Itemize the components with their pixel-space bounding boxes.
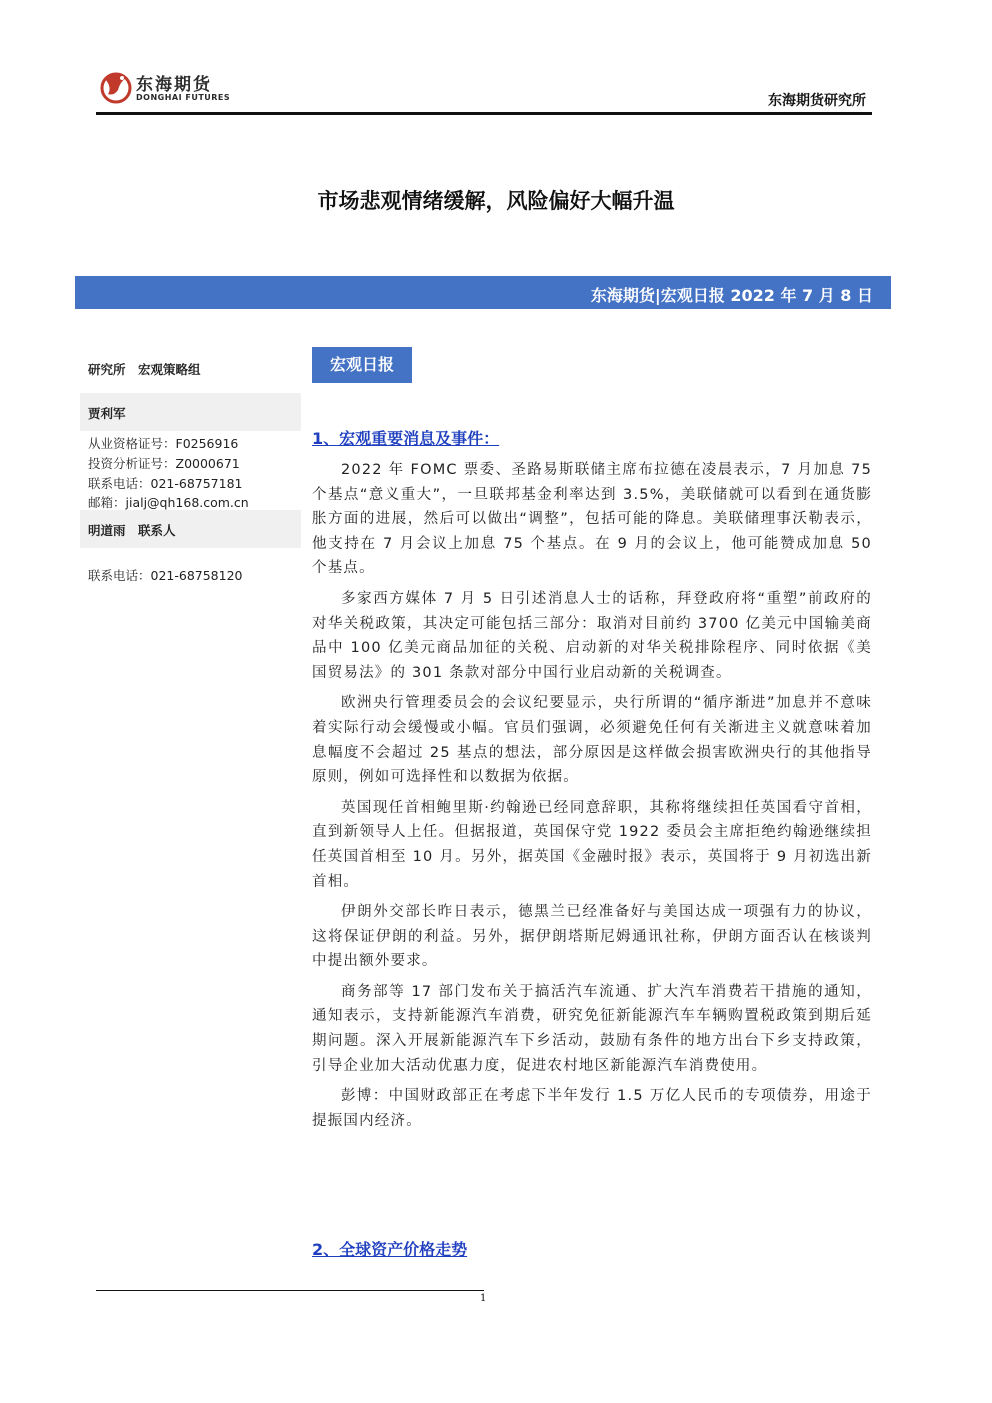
news-paragraph: 欧洲央行管理委员会的会议纪要显示，央行所谓的“循序渐进”加息并不意味着实际行动会缓慢或小幅。官员们强调，必须避免任何有关渐进主义就意味着加息幅度不会超过 25 基点的想法，部分原因是这样做会损害欧洲央行的其他指导原则，例如可选择性和以数据为依据。	[312, 695, 872, 786]
research-group-label: 研究所 宏观策略组	[88, 362, 201, 377]
report-title: 市场悲观情绪缓解，风险偏好大幅升温	[317, 189, 675, 213]
sidebar-group-block	[80, 346, 301, 386]
logo-chinese-text: 东海期货	[136, 75, 212, 95]
analyst-email[interactable]: 邮箱：jialj@qh168.com.cn	[88, 495, 249, 510]
contact-name: 明道雨 联系人	[88, 523, 176, 538]
analyst-name-block	[80, 393, 301, 431]
page-header	[96, 60, 872, 116]
analyst-license: 从业资格证号：F0256916	[88, 436, 239, 451]
news-paragraph: 多家西方媒体 7 月 5 日引述消息人士的话称，拜登政府将“重塑”前政府的对华关税政策，其决定可能包括三部分：取消对目前约 3700 亿美元中国输美商品中 100 亿美元商品加征的关税、启动新的对华关税排除程序、同时依据《美国贸易法》的 301 条款对部分中国行业启动新的关税调查。	[312, 590, 872, 681]
banner-text: 东海期货|宏观日报 2022 年 7 月 8 日	[590, 286, 873, 305]
contact-phone: 联系电话：021-68758120	[88, 568, 243, 583]
section-tag: 宏观日报	[312, 347, 412, 383]
news-paragraph: 彭博：中国财政部正在考虑下半年发行 1.5 万亿人民币的专项债券，用途于提振国内经济。	[312, 1088, 872, 1129]
contact-name-block	[80, 510, 301, 548]
company-logo	[96, 66, 236, 110]
logo-english-text: DONGHAI FUTURES	[136, 93, 231, 102]
section-heading-2: 2、全球资产价格走势	[312, 1240, 468, 1259]
institute-name: 东海期货研究所	[768, 93, 866, 109]
page-number: 1	[480, 1293, 487, 1304]
section-heading-1: 1、宏观重要消息及事件：	[312, 429, 500, 448]
donghai-logo-icon	[96, 66, 136, 106]
report-banner	[75, 276, 891, 309]
news-paragraph: 2022 年 FOMC 票委、圣路易斯联储主席布拉德在凌晨表示，7 月加息 75 个基点“意义重大”，一旦联邦基金利率达到 3.5%，美联储就可以看到在通货膨胀方面的进展，然后可以做出“调整”，包括可能的降息。美联储理事沃勒表示，他支持在 7 月会议上加息 75 个基点。在 9 月的会议上，他可能赞成加息 50 个基点。	[312, 462, 872, 577]
news-content	[312, 458, 872, 1139]
news-paragraph: 英国现任首相鲍里斯·约翰逊已经同意辞职，其称将继续担任英国看守首相，直到新领导人上任。但据报道，英国保守党 1922 委员会主席拒绝约翰逊继续担任英国首相至 10 月。另外，据英国《金融时报》表示，英国将于 9 月初选出新首相。	[312, 799, 872, 890]
analyst-name: 贾利军	[88, 406, 126, 421]
news-paragraph: 商务部等 17 部门发布关于搞活汽车流通、扩大汽车消费若干措施的通知，通知表示，支持新能源汽车消费，研究免征新能源汽车车辆购置税政策到期后延期问题。深入开展新能源汽车下乡活动，鼓励有条件的地方出台下乡支持政策，引导企业加大活动优惠力度，促进农村地区新能源汽车消费使用。	[312, 983, 872, 1074]
news-paragraph: 伊朗外交部长昨日表示，德黑兰已经准备好与美国达成一项强有力的协议，这将保证伊朗的利益。另外，据伊朗塔斯尼姆通讯社称，伊朗方面否认在核谈判中提出额外要求。	[312, 904, 872, 970]
header-divider	[96, 112, 872, 115]
analyst-investment-license: 投资分析证号：Z0000671	[88, 456, 240, 471]
analyst-phone: 联系电话：021-68757181	[88, 476, 243, 491]
footer-divider	[96, 1290, 484, 1291]
